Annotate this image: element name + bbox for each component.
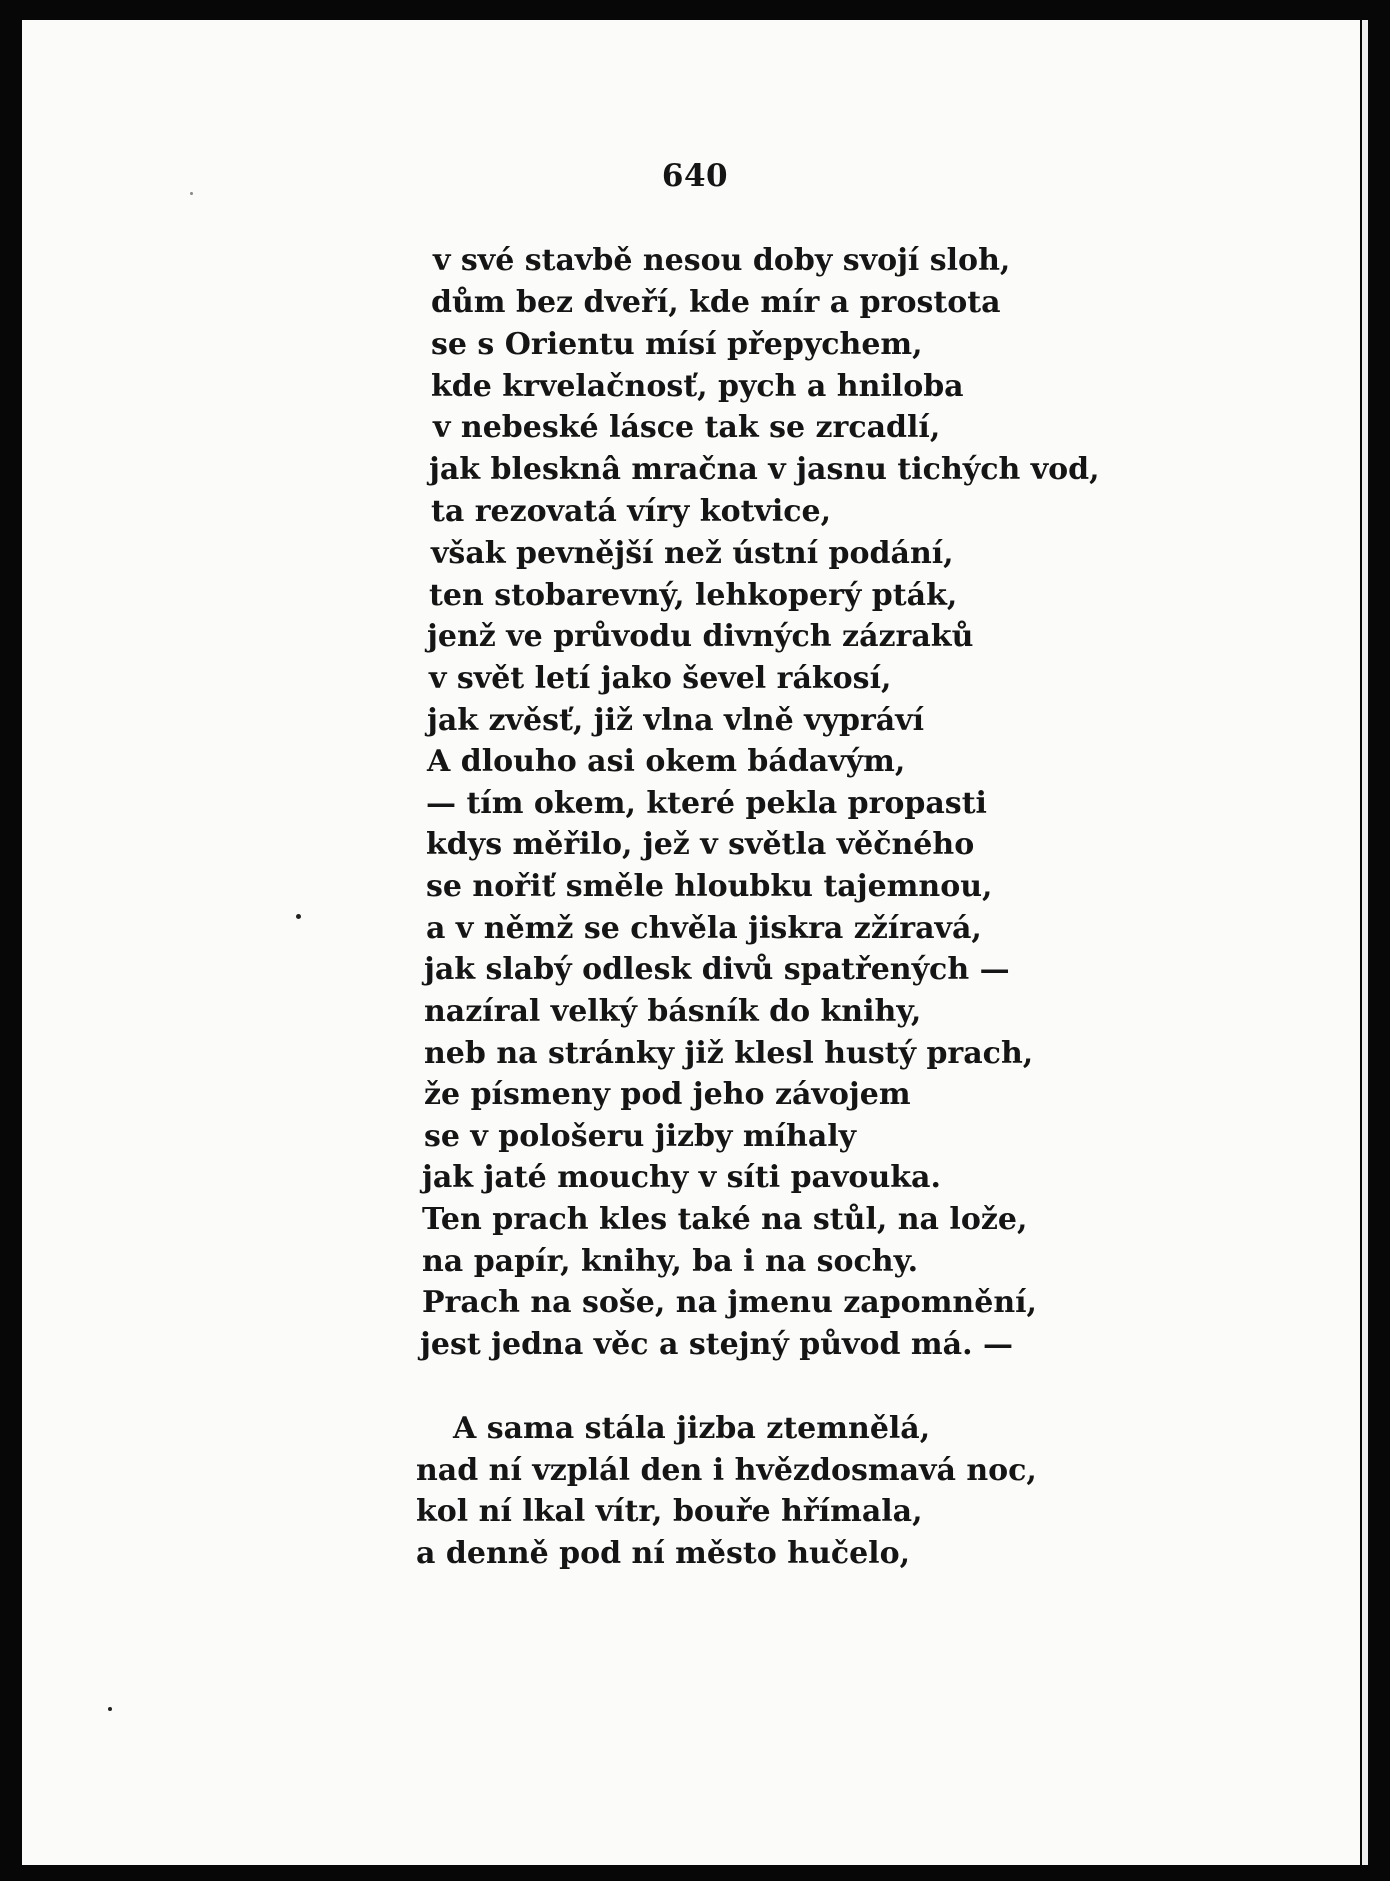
dust-speck <box>296 914 301 919</box>
verse-line: jenž ve průvodu divných zázraků <box>427 619 974 654</box>
verse-line: — tím okem, které pekla propasti <box>426 786 987 821</box>
verse-line: kdys měřilo, jež v světla věčného <box>426 827 975 862</box>
verse-line: však pevnější než ústní podání, <box>431 536 954 571</box>
verse-line: a denně pod ní město hučelo, <box>416 1536 911 1571</box>
verse-line: v svět letí jako ševel rákosí, <box>429 661 892 696</box>
verse-line: A dlouho asi okem bádavým, <box>427 744 906 779</box>
verse-line: neb na stránky již klesl hustý prach, <box>424 1036 1034 1071</box>
verse-line: kol ní lkal vítr, bouře hřímala, <box>416 1494 923 1529</box>
verse-line: jak slabý odlesk divů spatřených — <box>424 952 1010 987</box>
dust-speck <box>108 1707 112 1711</box>
verse-line: jak zvěsť, již vlna vlně vypráví <box>427 703 925 738</box>
verse-line: nad ní vzplál den i hvězdosmavá noc, <box>416 1453 1037 1488</box>
verse-line: se nořiť směle hloubku tajemnou, <box>426 869 993 904</box>
verse-line: a v němž se chvěla jiskra zžíravá, <box>426 911 982 946</box>
verse-line: nazíral velký básník do knihy, <box>424 994 922 1029</box>
verse-line: že písmeny pod jeho závojem <box>424 1077 911 1112</box>
verse-line: ta rezovatá víry kotvice, <box>431 494 832 529</box>
verse-line: jest jedna věc a stejný původ má. — <box>420 1327 1013 1362</box>
verse-line: se s Orientu mísí přepychem, <box>431 327 923 362</box>
verse-line: ten stobarevný, lehkoperý pták, <box>429 578 958 613</box>
verse-line: kde krvelačnosť, pych a hniloba <box>431 369 964 404</box>
page-number: 640 <box>661 158 729 194</box>
verse-line: v své stavbě nesou doby svojí sloh, <box>433 243 1011 278</box>
verse-line: Prach na soše, na jmenu zapomnění, <box>422 1285 1037 1320</box>
verse-line: Ten prach kles také na stůl, na lože, <box>422 1202 1028 1237</box>
verse-line: jak blesknâ mračna v jasnu tichých vod, <box>429 452 1100 487</box>
verse-line: v nebeské lásce tak se zrcadlí, <box>433 410 941 445</box>
verse-line: A sama stála jizba ztemnělá, <box>453 1411 931 1446</box>
dust-speck <box>190 192 193 195</box>
verse-line: jak jaté mouchy v síti pavouka. <box>422 1160 941 1195</box>
verse-line: na papír, knihy, ba i na sochy. <box>422 1244 919 1279</box>
verse-line: se v pološeru jizby míhaly <box>424 1119 857 1154</box>
verse-line: dům bez dveří, kde mír a prostota <box>431 285 1001 320</box>
